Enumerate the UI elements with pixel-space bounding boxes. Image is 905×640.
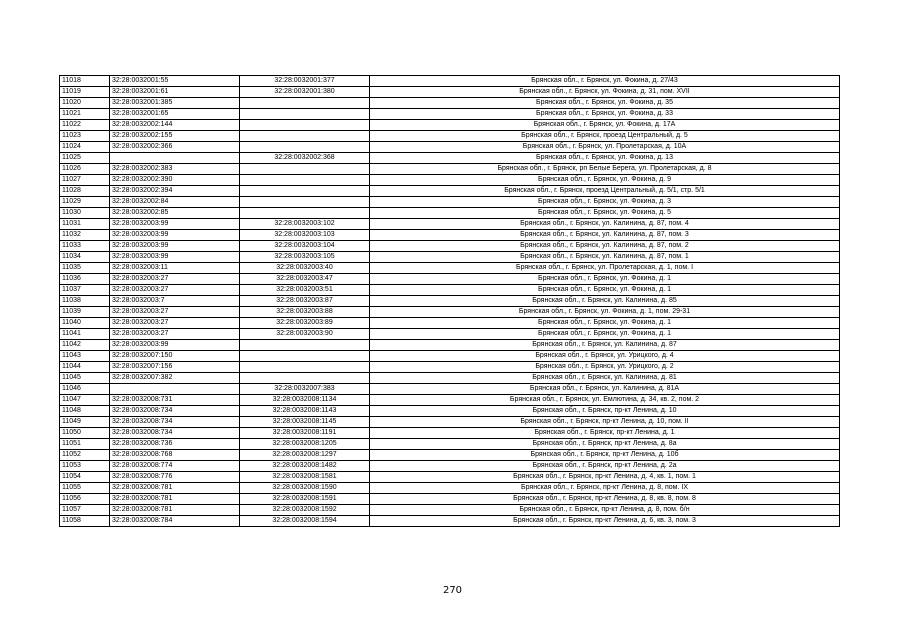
- address-cell: Брянская обл., г. Брянск, ул. Фокина, д. 1: [370, 285, 840, 296]
- table-row: [60, 329, 840, 340]
- object-number-cell: 32:28:0032001:377: [240, 76, 370, 87]
- address-cell: Брянская обл., г. Брянск, ул. Емлютина, д. 34, кв. 2, пом. 2: [370, 395, 840, 406]
- table-row: [60, 241, 840, 252]
- row-number-cell: 11034: [60, 252, 110, 263]
- row-number-cell: 11047: [60, 395, 110, 406]
- cadastral-number-cell: 32:28:0032003:11: [110, 263, 240, 274]
- row-number-cell: 11026: [60, 164, 110, 175]
- row-number-cell: 11037: [60, 285, 110, 296]
- object-number-cell: [240, 340, 370, 351]
- object-number-cell: [240, 362, 370, 373]
- row-number-cell: 11035: [60, 263, 110, 274]
- row-number-cell: 11049: [60, 417, 110, 428]
- cadastral-number-cell: 32:28:0032002:85: [110, 208, 240, 219]
- object-number-cell: [240, 351, 370, 362]
- cadastral-number-cell: 32:28:0032008:781: [110, 505, 240, 516]
- address-cell: Брянская обл., г. Брянск, пр-кт Ленина, д. 10, пом. II: [370, 417, 840, 428]
- object-number-cell: [240, 208, 370, 219]
- row-number-cell: 11042: [60, 340, 110, 351]
- cadastral-number-cell: 32:28:0032008:731: [110, 395, 240, 406]
- object-number-cell: 32:28:0032008:1594: [240, 516, 370, 527]
- row-number-cell: 11029: [60, 197, 110, 208]
- cadastral-number-cell: 32:28:0032001:385: [110, 98, 240, 109]
- object-number-cell: 32:28:0032003:103: [240, 230, 370, 241]
- table-row: [60, 428, 840, 439]
- address-cell: Брянская обл., г. Брянск, ул. Фокина, д. 3: [370, 197, 840, 208]
- address-cell: Брянская обл., г. Брянск, ул. Калинина, д. 87, пом. 3: [370, 230, 840, 241]
- table-row: [60, 175, 840, 186]
- address-cell: Брянская обл., г. Брянск, пр-кт Ленина, д. 2а: [370, 461, 840, 472]
- cadastral-number-cell: 32:28:0032003:99: [110, 340, 240, 351]
- cadastral-number-cell: 32:28:0032007:156: [110, 362, 240, 373]
- page-number: 270: [442, 585, 463, 596]
- cadastral-number-cell: 32:28:0032001:61: [110, 87, 240, 98]
- table-row: [60, 472, 840, 483]
- object-number-cell: 32:28:0032003:104: [240, 241, 370, 252]
- cadastral-number-cell: [110, 153, 240, 164]
- address-cell: Брянская обл., г. Брянск, ул. Фокина, д. 13: [370, 153, 840, 164]
- row-number-cell: 11023: [60, 131, 110, 142]
- object-number-cell: 32:28:0032008:1143: [240, 406, 370, 417]
- table-row: [60, 417, 840, 428]
- address-cell: Брянская обл., г. Брянск, ул. Фокина, д. 1: [370, 318, 840, 329]
- row-number-cell: 11021: [60, 109, 110, 120]
- object-number-cell: 32:28:0032008:1191: [240, 428, 370, 439]
- row-number-cell: 11048: [60, 406, 110, 417]
- row-number-cell: 11036: [60, 274, 110, 285]
- cadastral-number-cell: 32:28:0032008:784: [110, 516, 240, 527]
- address-cell: Брянская обл., г. Брянск, проезд Центральный, д. 5: [370, 131, 840, 142]
- row-number-cell: 11033: [60, 241, 110, 252]
- row-number-cell: 11058: [60, 516, 110, 527]
- cadastral-number-cell: 32:28:0032008:776: [110, 472, 240, 483]
- address-cell: Брянская обл., г. Брянск, ул. Урицкого, д. 2: [370, 362, 840, 373]
- address-cell: Брянская обл., г. Брянск, пр-кт Ленина, д. 8, пом. б/н: [370, 505, 840, 516]
- object-number-cell: [240, 164, 370, 175]
- row-number-cell: 11031: [60, 219, 110, 230]
- table-row: [60, 197, 840, 208]
- object-number-cell: 32:28:0032008:1591: [240, 494, 370, 505]
- object-number-cell: 32:28:0032008:1581: [240, 472, 370, 483]
- table-row: [60, 406, 840, 417]
- row-number-cell: 11040: [60, 318, 110, 329]
- object-number-cell: 32:28:0032001:380: [240, 87, 370, 98]
- address-cell: Брянская обл., г. Брянск, пр-кт Ленина, д. 1: [370, 428, 840, 439]
- cadastral-number-cell: 32:28:0032003:27: [110, 274, 240, 285]
- table-row: [60, 318, 840, 329]
- table-row: [60, 120, 840, 131]
- address-cell: Брянская обл., г. Брянск, ул. Калинина, д. 87, пом. 2: [370, 241, 840, 252]
- address-cell: Брянская обл., г. Брянск, ул. Пролетарская, д. 10А: [370, 142, 840, 153]
- table-row: [60, 296, 840, 307]
- cadastral-number-cell: 32:28:0032008:734: [110, 428, 240, 439]
- table-row: [60, 362, 840, 373]
- address-cell: Брянская обл., г. Брянск, пр-кт Ленина, д. 8, кв. 8, пом. 8: [370, 494, 840, 505]
- row-number-cell: 11043: [60, 351, 110, 362]
- cadastral-number-cell: 32:28:0032003:99: [110, 230, 240, 241]
- table-row: [60, 98, 840, 109]
- object-number-cell: [240, 373, 370, 384]
- cadastral-number-cell: 32:28:0032003:99: [110, 219, 240, 230]
- address-cell: Брянская обл., г. Брянск, ул. Фокина, д. 31, пом. XVII: [370, 87, 840, 98]
- address-cell: Брянская обл., г. Брянск, ул. Фокина, д. 35: [370, 98, 840, 109]
- cadastral-number-cell: 32:28:0032001:55: [110, 76, 240, 87]
- table-row: [60, 87, 840, 98]
- cadastral-number-cell: 32:28:0032008:734: [110, 417, 240, 428]
- cadastral-number-cell: 32:28:0032003:27: [110, 329, 240, 340]
- address-cell: Брянская обл., г. Брянск, ул. Калинина, д. 87, пом. 4: [370, 219, 840, 230]
- object-number-cell: 32:28:0032003:102: [240, 219, 370, 230]
- cadastral-number-cell: 32:28:0032003:99: [110, 252, 240, 263]
- row-number-cell: 11041: [60, 329, 110, 340]
- row-number-cell: 11032: [60, 230, 110, 241]
- address-cell: Брянская обл., г. Брянск, пр-кт Ленина, д. 10: [370, 406, 840, 417]
- address-cell: Брянская обл., г. Брянск, ул. Урицкого, д. 4: [370, 351, 840, 362]
- cadastral-number-cell: 32:28:0032008:734: [110, 406, 240, 417]
- table-row: [60, 109, 840, 120]
- table-row: [60, 153, 840, 164]
- object-number-cell: 32:28:0032008:1205: [240, 439, 370, 450]
- table-row: [60, 274, 840, 285]
- row-number-cell: 11056: [60, 494, 110, 505]
- table-row: [60, 219, 840, 230]
- row-number-cell: 11022: [60, 120, 110, 131]
- table-row: [60, 439, 840, 450]
- cadastral-number-cell: [110, 384, 240, 395]
- table-row: [60, 516, 840, 527]
- table-row: [60, 186, 840, 197]
- table-row: [60, 340, 840, 351]
- cadastral-number-cell: 32:28:0032008:774: [110, 461, 240, 472]
- cadastral-number-cell: 32:28:0032008:768: [110, 450, 240, 461]
- object-number-cell: 32:28:0032003:105: [240, 252, 370, 263]
- address-cell: Брянская обл., г. Брянск, ул. Калинина, д. 81А: [370, 384, 840, 395]
- row-number-cell: 11028: [60, 186, 110, 197]
- cadastral-number-cell: 32:28:0032003:7: [110, 296, 240, 307]
- object-number-cell: [240, 98, 370, 109]
- row-number-cell: 11025: [60, 153, 110, 164]
- row-number-cell: 11046: [60, 384, 110, 395]
- object-number-cell: [240, 120, 370, 131]
- object-number-cell: 32:28:0032003:51: [240, 285, 370, 296]
- address-cell: Брянская обл., г. Брянск, ул. Фокина, д. 9: [370, 175, 840, 186]
- cadastral-number-cell: 32:28:0032002:155: [110, 131, 240, 142]
- address-cell: Брянская обл., г. Брянск, ул. Калинина, д. 87: [370, 340, 840, 351]
- address-cell: Брянская обл., г. Брянск, пр-кт Ленина, д. 6, кв. 3, пом. 3: [370, 516, 840, 527]
- object-number-cell: [240, 175, 370, 186]
- object-number-cell: 32:28:0032008:1145: [240, 417, 370, 428]
- table-row: [60, 384, 840, 395]
- row-number-cell: 11057: [60, 505, 110, 516]
- object-number-cell: [240, 197, 370, 208]
- address-cell: Брянская обл., г. Брянск, пр-кт Ленина, д. 8а: [370, 439, 840, 450]
- table-row: [60, 252, 840, 263]
- address-cell: Брянская обл., г. Брянск, ул. Пролетарская, д. 1, пом. I: [370, 263, 840, 274]
- row-number-cell: 11027: [60, 175, 110, 186]
- table-row: [60, 230, 840, 241]
- cadastral-number-cell: 32:28:0032002:366: [110, 142, 240, 153]
- row-number-cell: 11050: [60, 428, 110, 439]
- address-cell: Брянская обл., г. Брянск, ул. Фокина, д. 5: [370, 208, 840, 219]
- table-row: [60, 461, 840, 472]
- object-number-cell: 32:28:0032003:88: [240, 307, 370, 318]
- cadastral-number-cell: 32:28:0032002:84: [110, 197, 240, 208]
- cadastral-number-cell: 32:28:0032008:781: [110, 483, 240, 494]
- row-number-cell: 11019: [60, 87, 110, 98]
- cadastral-number-cell: 32:28:0032008:736: [110, 439, 240, 450]
- object-number-cell: 32:28:0032003:87: [240, 296, 370, 307]
- address-cell: Брянская обл., г. Брянск, ул. Калинина, д. 85: [370, 296, 840, 307]
- object-number-cell: 32:28:0032003:47: [240, 274, 370, 285]
- table-row: [60, 263, 840, 274]
- cadastral-number-cell: 32:28:0032002:144: [110, 120, 240, 131]
- table-row: [60, 450, 840, 461]
- cadastral-number-cell: 32:28:0032008:781: [110, 494, 240, 505]
- table-row: [60, 505, 840, 516]
- table-row: [60, 285, 840, 296]
- object-number-cell: 32:28:0032008:1592: [240, 505, 370, 516]
- address-cell: Брянская обл., г. Брянск, ул. Калинина, д. 87, пом. 1: [370, 252, 840, 263]
- cadastral-number-cell: 32:28:0032003:27: [110, 307, 240, 318]
- object-number-cell: [240, 186, 370, 197]
- object-number-cell: [240, 142, 370, 153]
- cadastral-number-cell: 32:28:0032002:394: [110, 186, 240, 197]
- address-cell: Брянская обл., г. Брянск, ул. Калинина, д. 81: [370, 373, 840, 384]
- row-number-cell: 11054: [60, 472, 110, 483]
- table-row: [60, 142, 840, 153]
- table-row: [60, 307, 840, 318]
- cadastral-number-cell: 32:28:0032007:382: [110, 373, 240, 384]
- object-number-cell: 32:28:0032003:89: [240, 318, 370, 329]
- cadastral-number-cell: 32:28:0032007:150: [110, 351, 240, 362]
- object-number-cell: 32:28:0032003:90: [240, 329, 370, 340]
- table-row: [60, 351, 840, 362]
- address-cell: Брянская обл., г. Брянск, ул. Фокина, д. 1: [370, 329, 840, 340]
- object-number-cell: 32:28:0032008:1297: [240, 450, 370, 461]
- address-cell: Брянская обл., г. Брянск, ул. Фокина, д. 17А: [370, 120, 840, 131]
- address-cell: Брянская обл., г. Брянск, проезд Центральный, д. 5/1, стр. 5/1: [370, 186, 840, 197]
- cadastral-number-cell: 32:28:0032003:27: [110, 318, 240, 329]
- row-number-cell: 11020: [60, 98, 110, 109]
- row-number-cell: 11052: [60, 450, 110, 461]
- table-body: [60, 76, 840, 527]
- table-row: [60, 395, 840, 406]
- row-number-cell: 11018: [60, 76, 110, 87]
- row-number-cell: 11045: [60, 373, 110, 384]
- table-row: [60, 164, 840, 175]
- address-cell: Брянская обл., г. Брянск, ул. Фокина, д. 33: [370, 109, 840, 120]
- table-row: [60, 373, 840, 384]
- object-number-cell: 32:28:0032008:1482: [240, 461, 370, 472]
- object-number-cell: 32:28:0032008:1590: [240, 483, 370, 494]
- row-number-cell: 11044: [60, 362, 110, 373]
- object-number-cell: 32:28:0032007:383: [240, 384, 370, 395]
- document-table: [59, 75, 840, 527]
- row-number-cell: 11039: [60, 307, 110, 318]
- address-cell: Брянская обл., г. Брянск, пр-кт Ленина, д. 4, кв. 1, пом. 1: [370, 472, 840, 483]
- cadastral-number-cell: 32:28:0032003:99: [110, 241, 240, 252]
- cadastral-number-cell: 32:28:0032003:27: [110, 285, 240, 296]
- row-number-cell: 11051: [60, 439, 110, 450]
- object-number-cell: 32:28:0032003:40: [240, 263, 370, 274]
- cadastral-number-cell: 32:28:0032002:383: [110, 164, 240, 175]
- row-number-cell: 11055: [60, 483, 110, 494]
- table-row: [60, 208, 840, 219]
- address-cell: Брянская обл., г. Брянск, ул. Фокина, д. 27/43: [370, 76, 840, 87]
- table-row: [60, 76, 840, 87]
- object-number-cell: [240, 109, 370, 120]
- object-number-cell: 32:28:0032008:1134: [240, 395, 370, 406]
- address-cell: Брянская обл., г. Брянск, пр-кт Ленина, д. 10б: [370, 450, 840, 461]
- address-cell: Брянская обл., г. Брянск, рп Белые Берега, ул. Пролетарская, д. 8: [370, 164, 840, 175]
- table-row: [60, 494, 840, 505]
- table-row: [60, 131, 840, 142]
- object-number-cell: 32:28:0032002:368: [240, 153, 370, 164]
- object-number-cell: [240, 131, 370, 142]
- address-cell: Брянская обл., г. Брянск, ул. Фокина, д. 1, пом. 29-31: [370, 307, 840, 318]
- cadastral-number-cell: 32:28:0032001:65: [110, 109, 240, 120]
- address-cell: Брянская обл., г. Брянск, пр-кт Ленина, д. 8, пом. IX: [370, 483, 840, 494]
- row-number-cell: 11053: [60, 461, 110, 472]
- table-row: [60, 483, 840, 494]
- row-number-cell: 11030: [60, 208, 110, 219]
- row-number-cell: 11024: [60, 142, 110, 153]
- row-number-cell: 11038: [60, 296, 110, 307]
- cadastral-number-cell: 32:28:0032002:390: [110, 175, 240, 186]
- address-cell: Брянская обл., г. Брянск, ул. Фокина, д. 1: [370, 274, 840, 285]
